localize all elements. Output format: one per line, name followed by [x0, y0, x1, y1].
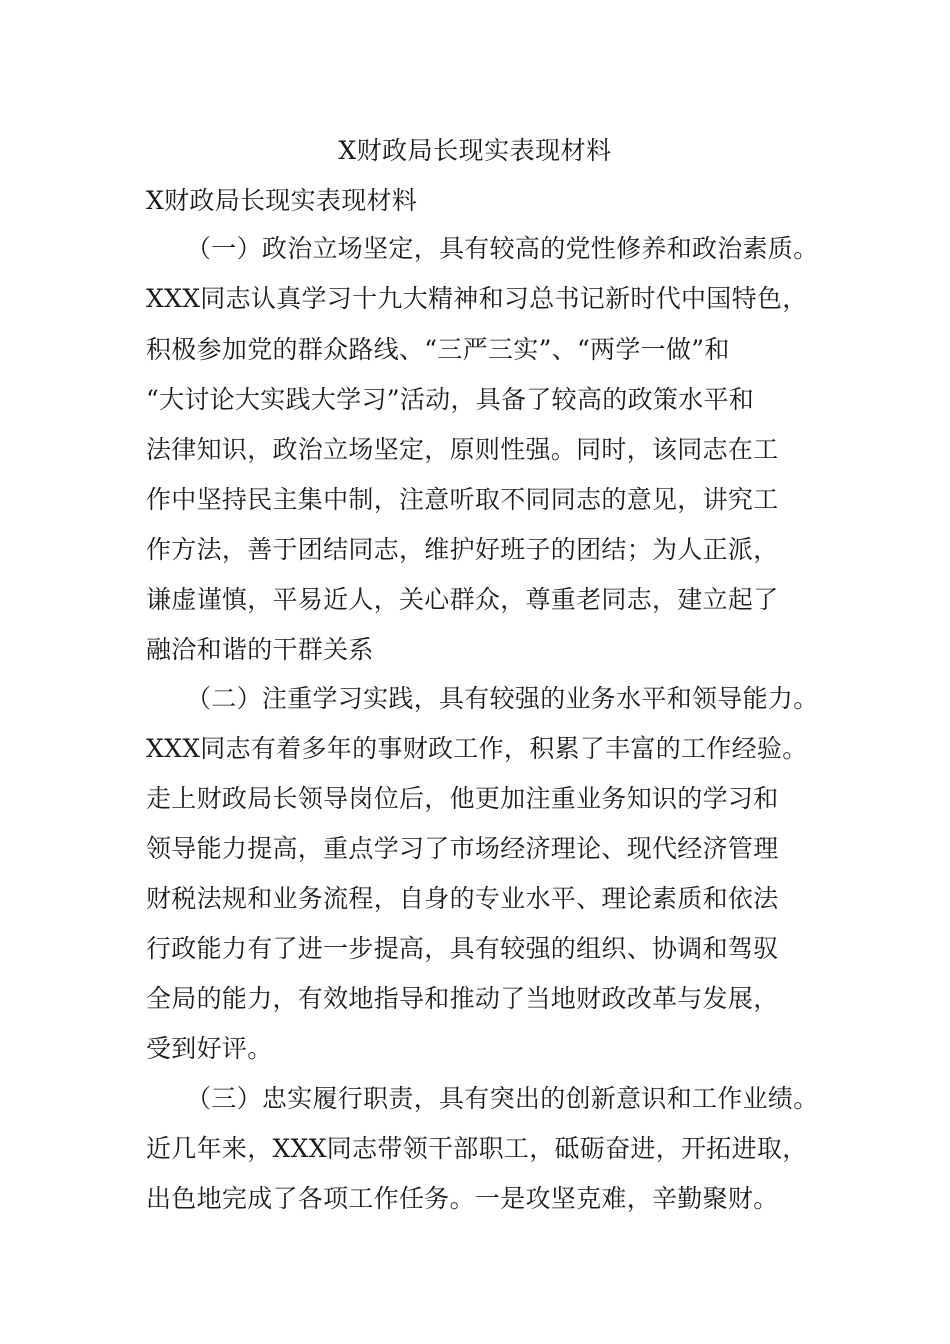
body-line: 走上财政局长领导岗位后，他更加注重业务知识的学习和 [146, 784, 779, 813]
body-line: 谦虚谨慎，平易近人，关心群众，尊重老同志，建立起了 [146, 585, 779, 614]
body-line: 作中坚持民主集中制，注意听取不同同志的意见，讲究工 [146, 485, 779, 514]
section-heading-2: （二）注重学习实践，具有较强的业务水平和领导能力。 [186, 684, 819, 713]
body-line: 财税法规和业务流程，自身的专业水平、理论素质和依法 [146, 884, 779, 913]
body-line: 融洽和谐的干群关系 [146, 635, 374, 664]
body-line: XXX同志有着多年的事财政工作，积累了丰富的工作经验。 [146, 734, 808, 763]
section-heading-3: （三）忠实履行职责，具有突出的创新意识和工作业绩。 [186, 1084, 819, 1113]
section-heading-1: （一）政治立场坚定，具有较高的党性修养和政治素质。 [186, 234, 819, 263]
document-title: X财政局长现实表现材料 [338, 136, 612, 165]
body-line: “大讨论大实践大学习”活动，具备了较高的政策水平和 [146, 385, 755, 414]
body-line: 行政能力有了进一步提高，具有较强的组织、协调和驾驭 [146, 934, 779, 963]
body-line: 全局的能力，有效地指导和推动了当地财政改革与发展， [146, 984, 779, 1013]
body-line: 积极参加党的群众路线、“三严三实”、“两学一做”和 [146, 335, 730, 364]
body-line: 受到好评。 [146, 1034, 273, 1063]
body-line: 领导能力提高，重点学习了市场经济理论、现代经济管理 [146, 834, 779, 863]
body-line: 近几年来，XXX同志带领干部职工，砥砺奋进，开拓进取， [146, 1134, 808, 1163]
body-line: 出色地完成了各项工作任务。一是攻坚克难，辛勤聚财。 [146, 1184, 779, 1213]
body-line: XXX同志认真学习十九大精神和习总书记新时代中国特色， [146, 284, 808, 313]
subtitle-line: X财政局长现实表现材料 [146, 186, 418, 215]
body-line: 作方法，善于团结同志，维护好班子的团结；为人正派， [146, 535, 779, 564]
body-line: 法律知识，政治立场坚定，原则性强。同时，该同志在工 [146, 435, 779, 464]
